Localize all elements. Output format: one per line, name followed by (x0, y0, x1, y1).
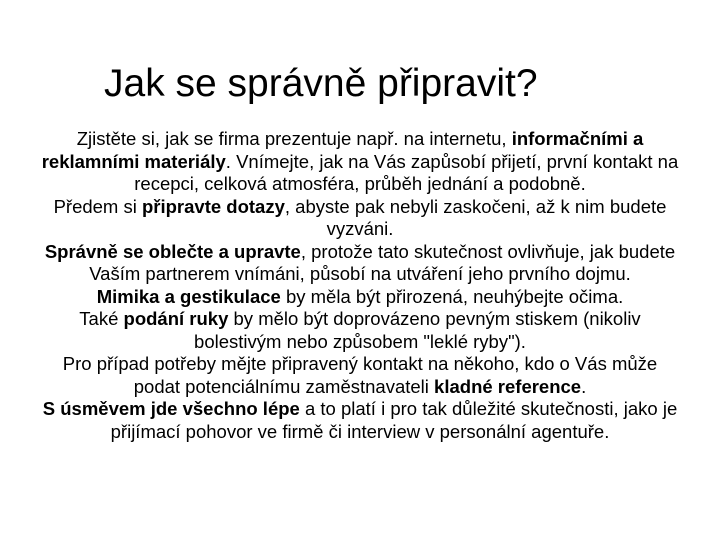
bold-text-run: Správně se oblečte a upravte (44, 240, 301, 262)
slide-body (40, 128, 680, 443)
bold-text-run: informačními a reklamními materiály (41, 128, 644, 172)
text-run: Pro případ potřeby mějte připravený kontakt na někoho, kdo o Vás může podat potenciálnímu zaměstnavateli (62, 353, 658, 397)
text-run: , abyste pak nebyli zaskočeni, až k nim budete vyzváni. (284, 195, 667, 239)
bold-text-run: připravte dotazy (141, 195, 285, 217)
paragraph-smile (40, 398, 680, 443)
bold-text-run: Mimika a gestikulace (96, 285, 281, 307)
text-run: . Vnímejte, jak na Vás zapůsobí přijetí, první kontakt na recepci, celková atmosféra, průběh jednání a podobně. (134, 150, 679, 194)
text-run: Zjistěte si, jak se firma prezentuje např. na internetu, (76, 128, 512, 149)
slide-title: Jak se správně připravit? (104, 62, 538, 105)
text-run: . (581, 375, 587, 397)
paragraph-research (40, 128, 680, 196)
text-run: by měla být přirozená, neuhýbejte očima. (280, 285, 624, 307)
paragraph-questions (40, 196, 680, 241)
bold-text-run: podání ruky (123, 308, 229, 329)
paragraph-references (40, 353, 680, 398)
text-run: by mělo být doprovázeno pevným stiskem (nikoliv bolestivým nebo způsobem "leklé ryby"). (194, 308, 641, 352)
paragraph-handshake (40, 308, 680, 353)
bold-text-run: kladné reference (434, 375, 582, 397)
bold-text-run: S úsměvem jde všechno lépe (42, 398, 300, 419)
text-run: , protože tato skutečnost ovlivňuje, jak budete Vaším partnerem vnímáni, působí na utváření jeho prvního dojmu. (89, 240, 676, 284)
text-run: Předem si (53, 195, 142, 217)
paragraph-clothing (40, 241, 680, 286)
text-run: Také (79, 308, 124, 329)
text-run: a to platí i pro tak důležité skutečnosti, jako je přijímací pohovor ve firmě či interview v personální agentuře. (110, 398, 678, 442)
paragraph-mimicry (40, 286, 680, 309)
